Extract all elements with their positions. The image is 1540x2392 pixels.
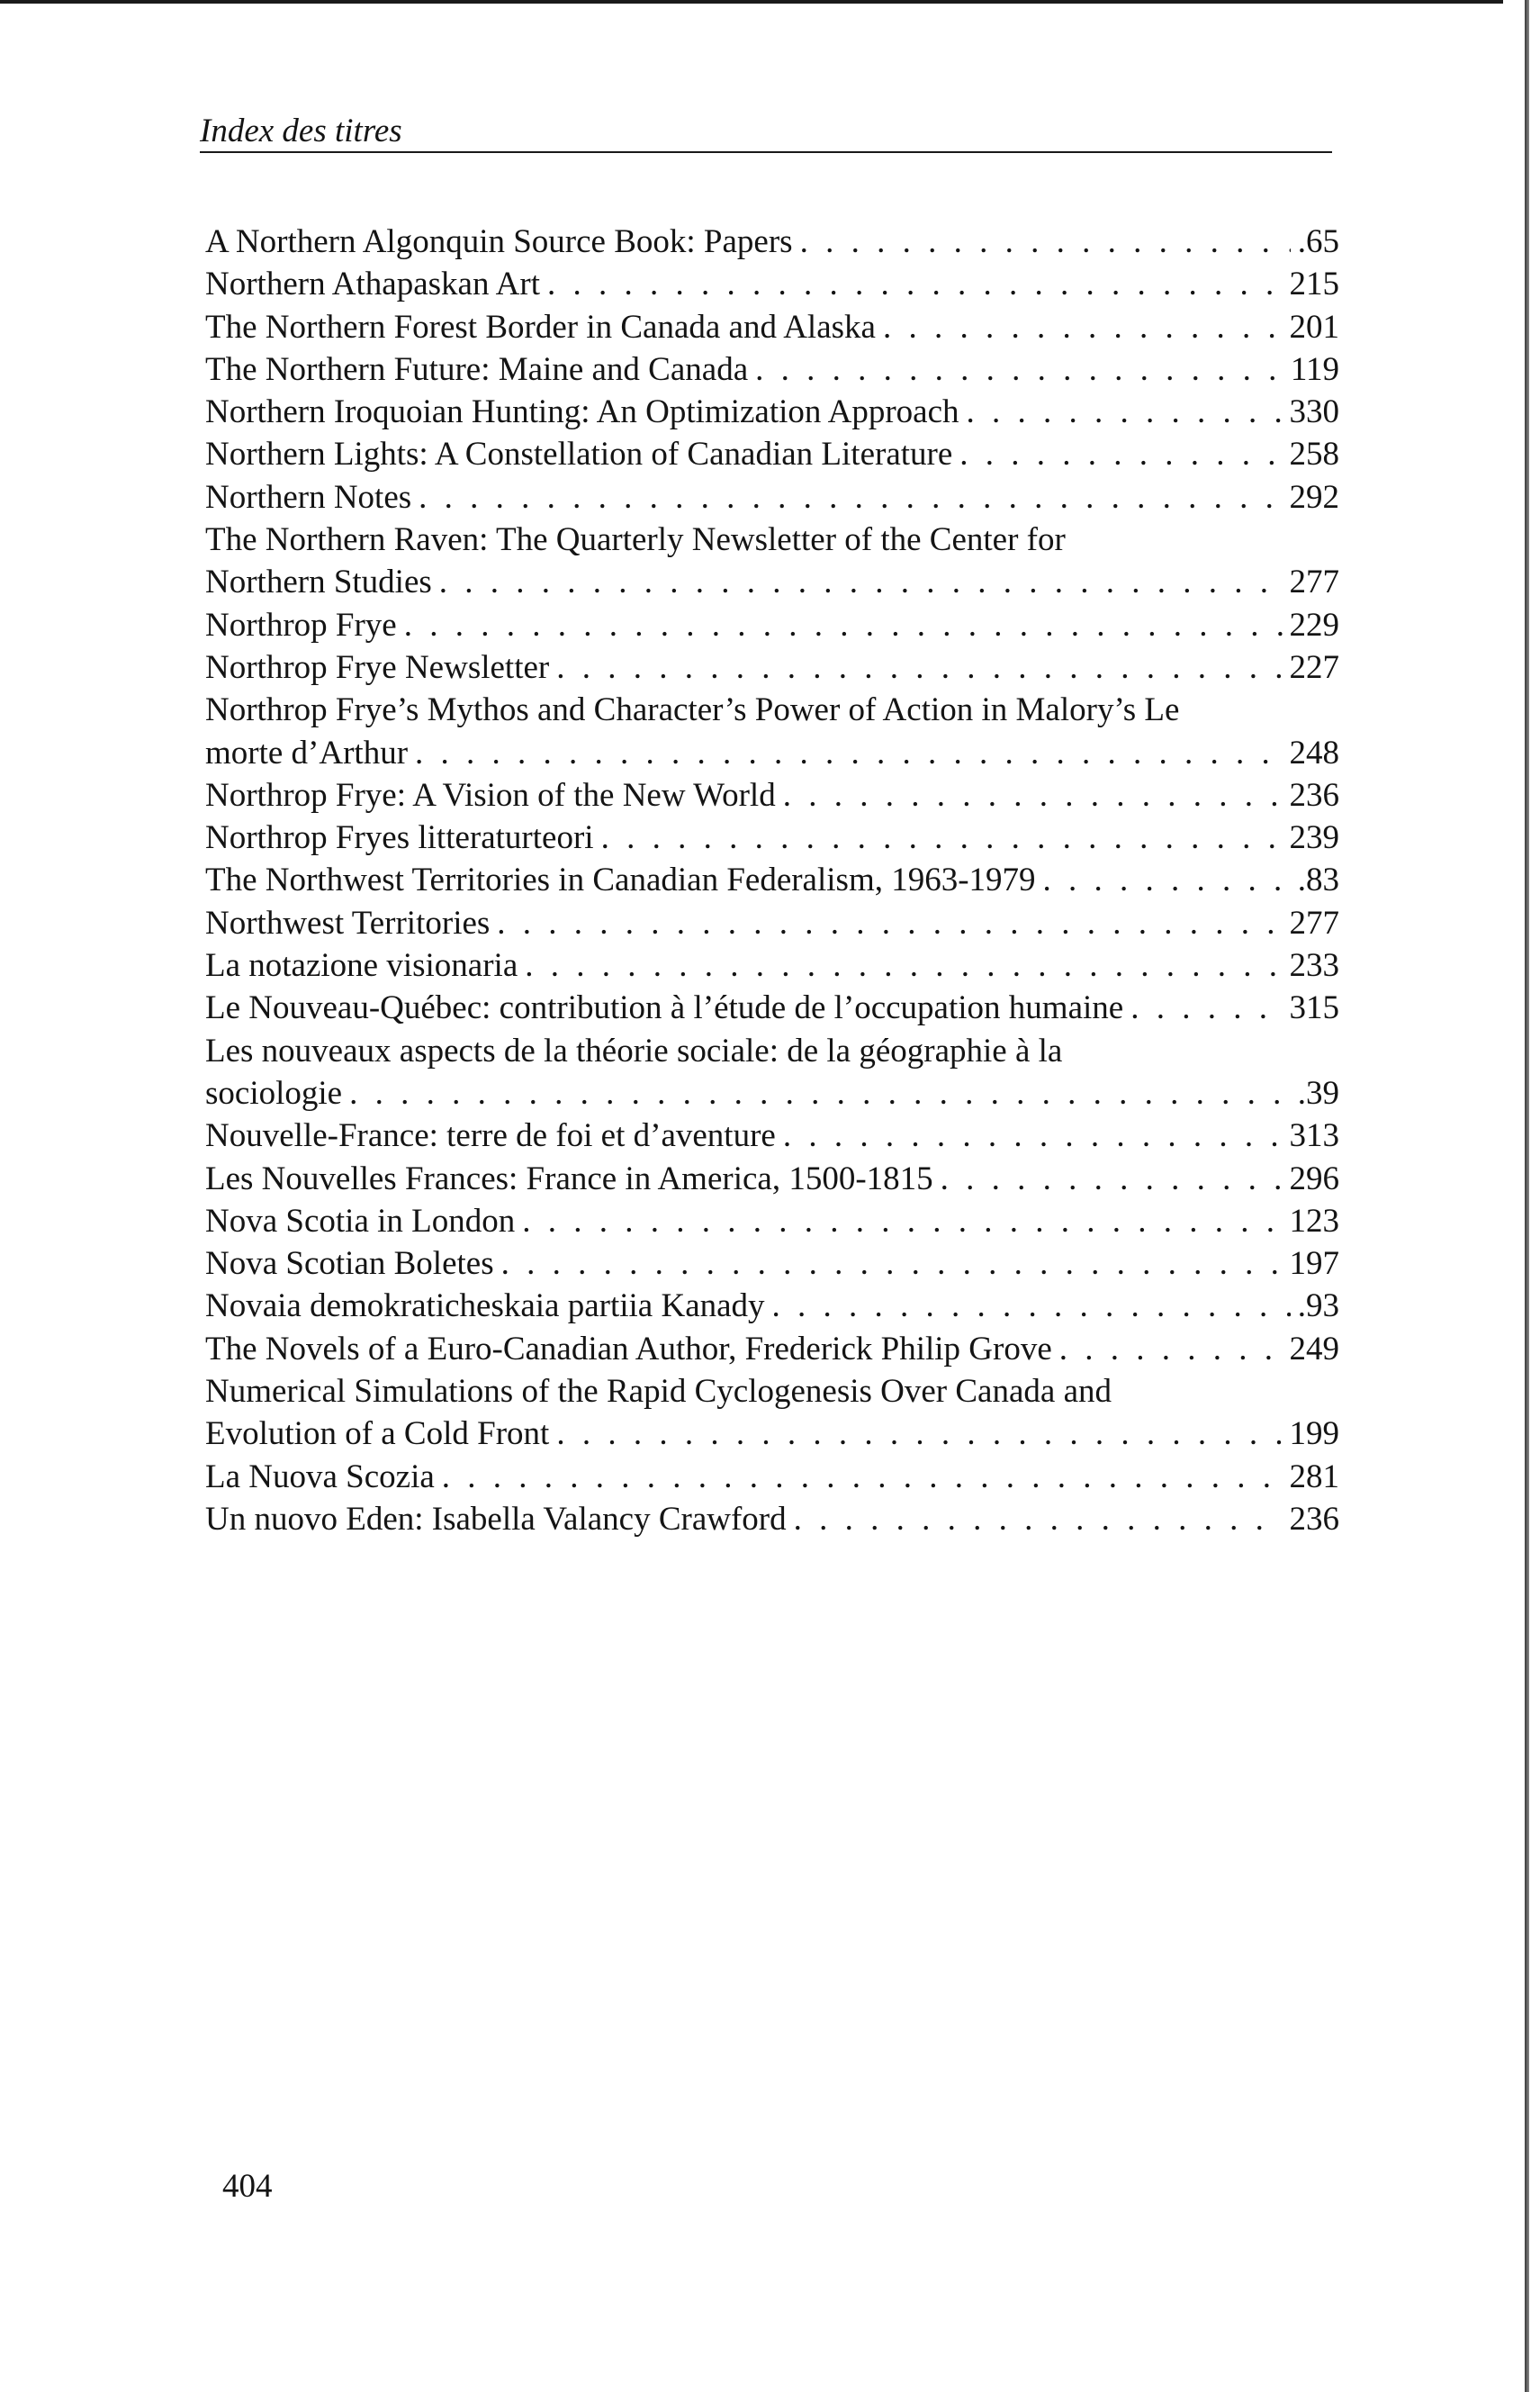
entry-line: [205, 263, 1339, 305]
entry-title: Nouvelle-France: terre de foi et d’aventure: [205, 1117, 776, 1155]
dot-leader: [794, 1498, 1283, 1540]
entry-page-number: 296: [1289, 1160, 1339, 1197]
entry-line: [205, 348, 1339, 391]
index-entry: [205, 1242, 1339, 1285]
dot-leader: [556, 646, 1282, 689]
entry-title: Northern Iroquoian Hunting: An Optimization Approach: [205, 393, 959, 431]
dot-leader: [941, 1158, 1283, 1200]
index-entry: [205, 348, 1339, 391]
index-entry: [205, 774, 1339, 817]
index-entry: [205, 519, 1339, 604]
entry-line: [205, 774, 1339, 817]
entry-line: [205, 1328, 1339, 1370]
entry-line: [205, 1498, 1339, 1540]
entry-title: Northrop Frye: [205, 606, 397, 644]
dot-leader: [1043, 859, 1291, 901]
entry-line: [205, 902, 1339, 944]
entry-line: [205, 859, 1339, 901]
entry-title: Northrop Fryes litteraturteori: [205, 819, 594, 857]
index-entry: [205, 1285, 1339, 1327]
index-entry: [205, 476, 1339, 519]
entry-page-number: 215: [1289, 266, 1339, 303]
entry-title: Les Nouvelles Frances: France in America, 1500-1815: [205, 1160, 933, 1197]
index-entry: [205, 263, 1339, 305]
entry-title: Northern Notes: [205, 478, 412, 516]
entry-title: Northern Athapaskan Art: [205, 266, 540, 303]
dot-leader: [547, 263, 1283, 305]
dot-leader: [783, 1115, 1283, 1157]
entry-line: [205, 1158, 1339, 1200]
entry-title: La notazione visionaria: [205, 947, 518, 985]
entry-page-number: 249: [1289, 1330, 1339, 1368]
dot-leader: [404, 604, 1283, 646]
running-head-title: Index des titres: [200, 113, 402, 149]
dot-leader: [772, 1285, 1291, 1327]
dot-leader: [883, 306, 1283, 348]
index-entry: [205, 1115, 1339, 1157]
dot-leader: [415, 732, 1282, 774]
entry-page-number: 236: [1289, 776, 1339, 814]
entry-page-number: 277: [1289, 564, 1339, 601]
index-entry: [205, 987, 1339, 1029]
entry-page-number: 315: [1289, 989, 1339, 1027]
index-entry: [205, 689, 1339, 774]
entry-page-number: .83: [1297, 862, 1339, 899]
entry-title: La Nuova Scozia: [205, 1458, 435, 1495]
dot-leader: [755, 348, 1283, 391]
entry-title: The Novels of a Euro-Canadian Author, Frederick Philip Grove: [205, 1330, 1052, 1368]
dot-leader: [967, 391, 1283, 433]
entry-line: [205, 817, 1339, 859]
title-index-list: [205, 221, 1339, 1540]
entry-line: [205, 604, 1339, 646]
entry-page-number: 119: [1290, 350, 1339, 388]
entry-page-number: 239: [1289, 819, 1339, 857]
index-entry: [205, 1456, 1339, 1498]
entry-title: The Northwest Territories in Canadian Federalism, 1963-1979: [205, 862, 1036, 899]
entry-title-line: The Northern Raven: The Quarterly Newsletter of the Center for: [205, 521, 1066, 559]
dot-leader: [783, 774, 1283, 817]
entry-title-line: Numerical Simulations of the Rapid Cyclogenesis Over Canada and: [205, 1373, 1112, 1411]
dot-leader: [439, 561, 1283, 603]
index-entry: [205, 1328, 1339, 1370]
entry-line: [205, 1285, 1339, 1327]
entry-title: Northern Lights: A Constellation of Canadian Literature: [205, 436, 953, 474]
entry-line: [205, 433, 1339, 475]
entry-page-number: 258: [1289, 436, 1339, 474]
dot-leader: [349, 1072, 1291, 1115]
entry-line: [205, 1115, 1339, 1157]
dot-leader: [601, 817, 1283, 859]
entry-title-line: Northrop Frye’s Mythos and Character’s Power of Action in Malory’s Le: [205, 691, 1180, 729]
dot-leader: [1130, 987, 1282, 1029]
entry-title: Northrop Frye Newsletter: [205, 648, 550, 686]
entry-page-number: 248: [1289, 734, 1339, 772]
entry-line: [205, 221, 1339, 263]
index-entry: [205, 221, 1339, 263]
entry-title: Nova Scotia in London: [205, 1202, 516, 1240]
index-entry: [205, 1370, 1339, 1456]
entry-title: sociologie: [205, 1074, 343, 1112]
entry-page-number: .65: [1297, 223, 1339, 260]
entry-page-number: 123: [1289, 1202, 1339, 1240]
dot-leader: [419, 476, 1282, 519]
entry-page-number: 281: [1289, 1458, 1339, 1495]
entry-page-number: 199: [1289, 1415, 1339, 1453]
entry-line: [205, 944, 1339, 987]
dot-leader: [556, 1413, 1282, 1455]
index-entry: [205, 1030, 1339, 1115]
entry-line: [205, 1072, 1339, 1115]
entry-page-number: 277: [1289, 904, 1339, 942]
entry-line: [205, 732, 1339, 774]
entry-line: [205, 476, 1339, 519]
dot-leader: [800, 221, 1291, 263]
index-entry: [205, 1498, 1339, 1540]
entry-title: morte d’Arthur: [205, 734, 409, 772]
entry-title: Northwest Territories: [205, 904, 491, 942]
entry-page-number: 292: [1289, 478, 1339, 516]
entry-page-number: .39: [1297, 1074, 1339, 1112]
entry-title: The Northern Future: Maine and Canada: [205, 350, 749, 388]
entry-line: [205, 987, 1339, 1029]
index-entry: [205, 859, 1339, 901]
running-head: [200, 106, 1332, 153]
entry-line: [205, 1413, 1339, 1455]
entry-title: Le Nouveau-Québec: contribution à l’étude de l’occupation humaine: [205, 989, 1124, 1027]
entry-title: Northern Studies: [205, 564, 432, 601]
right-page-edge: [1525, 0, 1529, 2392]
entry-title: A Northern Algonquin Source Book: Papers: [205, 223, 793, 260]
entry-page-number: 197: [1289, 1245, 1339, 1283]
index-entry: [205, 391, 1339, 433]
entry-page-number: 330: [1289, 393, 1339, 431]
entry-page-number: 236: [1289, 1500, 1339, 1538]
dot-leader: [442, 1456, 1283, 1498]
entry-line: [205, 646, 1339, 689]
entry-line: [205, 1200, 1339, 1242]
entry-page-number: .93: [1297, 1287, 1339, 1325]
page-number: 404: [222, 2168, 273, 2205]
entry-page-number: 313: [1289, 1117, 1339, 1155]
entry-page-number: 201: [1289, 308, 1339, 346]
entry-line: [205, 1456, 1339, 1498]
index-entry: [205, 817, 1339, 859]
entry-line: [205, 1242, 1339, 1285]
top-border: [0, 0, 1503, 4]
entry-line: [205, 561, 1339, 603]
entry-title: Novaia demokraticheskaia partiia Kanady: [205, 1287, 765, 1325]
entry-page-number: 229: [1289, 606, 1339, 644]
entry-title: Un nuovo Eden: Isabella Valancy Crawford: [205, 1500, 787, 1538]
entry-title: The Northern Forest Border in Canada and Alaska: [205, 308, 876, 346]
dot-leader: [497, 902, 1282, 944]
dot-leader: [1059, 1328, 1283, 1370]
index-entry: [205, 902, 1339, 944]
index-entry: [205, 1200, 1339, 1242]
dot-leader: [501, 1242, 1283, 1285]
dot-leader: [525, 944, 1282, 987]
entry-line: [205, 391, 1339, 433]
index-entry: [205, 604, 1339, 646]
index-entry: [205, 433, 1339, 475]
dot-leader: [522, 1200, 1282, 1242]
entry-title-line: Les nouveaux aspects de la théorie sociale: de la géographie à la: [205, 1032, 1063, 1070]
index-entry: [205, 306, 1339, 348]
dot-leader: [959, 433, 1282, 475]
entry-page-number: 233: [1289, 947, 1339, 985]
index-entry: [205, 944, 1339, 987]
entry-line: [205, 306, 1339, 348]
index-entry: [205, 1158, 1339, 1200]
index-entry: [205, 646, 1339, 689]
entry-title: Nova Scotian Boletes: [205, 1245, 494, 1283]
entry-title: Northrop Frye: A Vision of the New World: [205, 776, 776, 814]
entry-page-number: 227: [1289, 648, 1339, 686]
entry-title: Evolution of a Cold Front: [205, 1415, 550, 1453]
